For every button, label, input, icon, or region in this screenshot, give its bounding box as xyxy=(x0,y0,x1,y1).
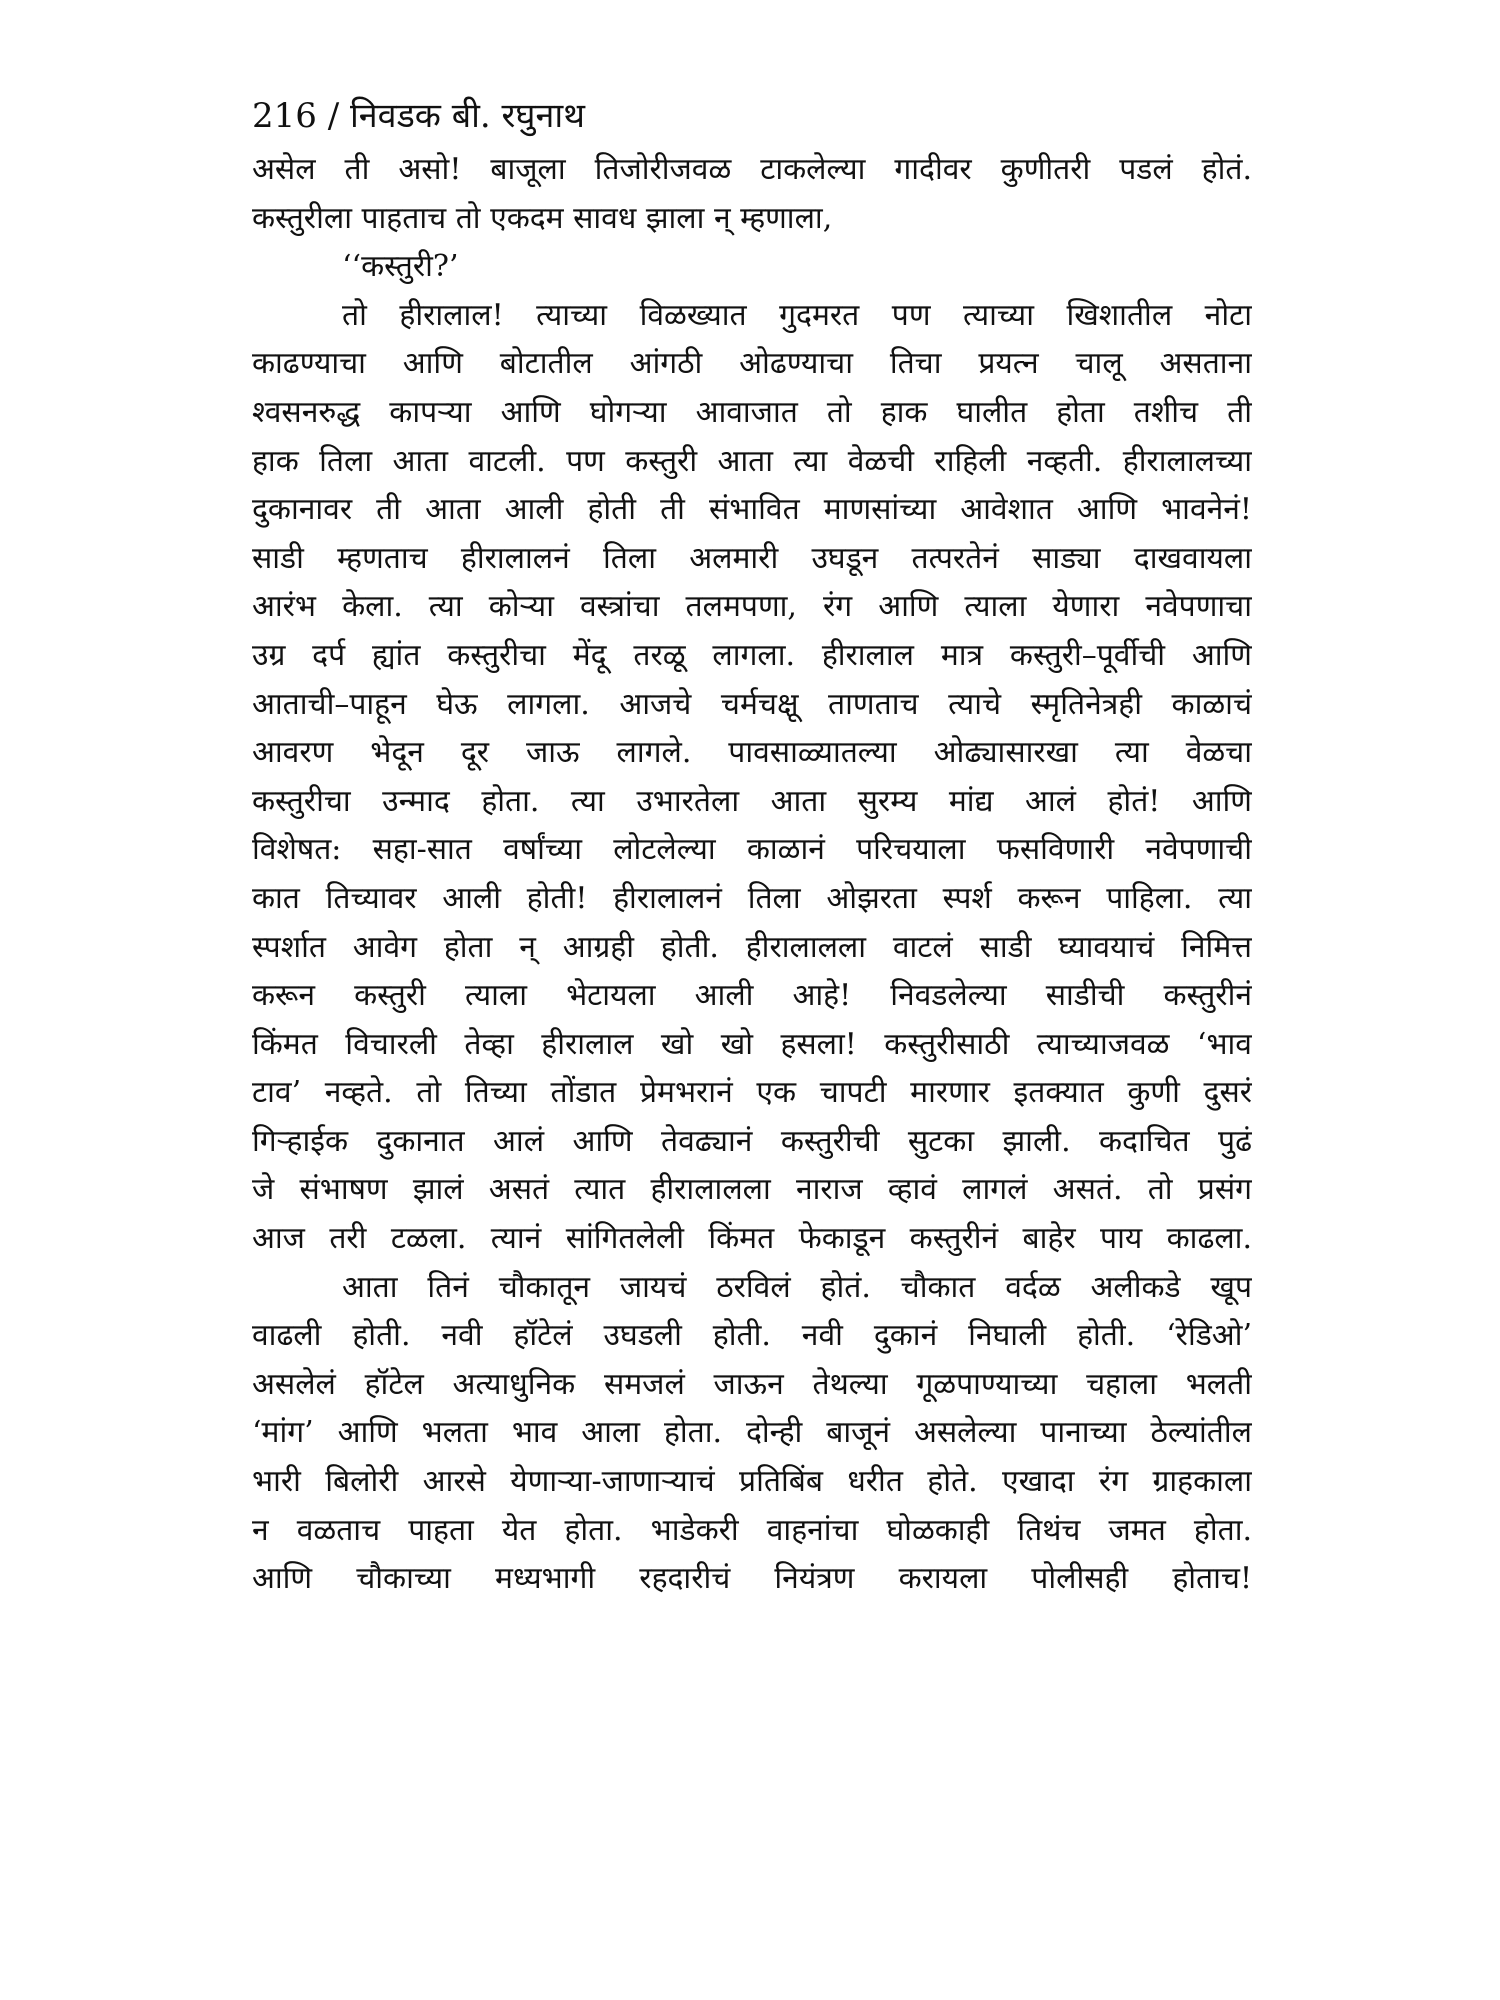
text-line: असेल ती असो! बाजूला तिजोरीजवळ टाकलेल्या गादीवर कुणीतरी पडलं होतं. xyxy=(252,152,1252,187)
text-line: आता तिनं चौकातून जायचं ठरविलं होतं. चौकात वर्दळ अलीकडे खूप xyxy=(342,1269,1252,1305)
text-line: श्वसनरुद्ध कापऱ्या आणि घोगऱ्या आवाजात तो हाक घालीत होता तशीच ती xyxy=(252,394,1252,430)
text-line: काढण्याचा आणि बोटातील आंगठी ओढण्याचा तिचा प्रयत्न चालू असताना xyxy=(252,346,1252,382)
text-line: वाढली होती. नवी हॉटेलं उघडली होती. नवी दुकानं निघाली होती. ‘रेडिओ’ xyxy=(252,1318,1252,1354)
text-line: भारी बिलोरी आरसे येणाऱ्या-जाणाऱ्याचं प्रतिबिंब धरीत होते. एखादा रंग ग्राहकाला xyxy=(252,1464,1252,1500)
text-line: ‘मांग’ आणि भलता भाव आला होता. दोन्ही बाजूनं असलेल्या पानाच्या ठेल्यांतील xyxy=(252,1415,1252,1451)
text-line: आताची–पाहून घेऊ लागला. आजचे चर्मचक्षू ताणताच त्याचे स्मृतिनेत्रही काळाचं xyxy=(252,686,1252,722)
running-header xyxy=(252,92,585,140)
page-number: 216 xyxy=(252,96,317,136)
text-line: कस्तुरीचा उन्माद होता. त्या उभारतेला आता सुरम्य मांद्य आलं होतं! आणि xyxy=(252,783,1252,819)
text-line: दुकानावर ती आता आली होती ती संभावित माणसांच्या आवेशात आणि भावनेनं! xyxy=(252,492,1252,528)
text-line: आरंभ केला. त्या कोऱ्या वस्त्रांचा तलमपणा, रंग आणि त्याला येणारा नवेपणाचा xyxy=(252,589,1252,625)
text-line: स्पर्शात आवेग होता न् आग्रही होती. हीरालालला वाटलं साडी घ्यावयाचं निमित्त xyxy=(252,929,1252,965)
body-text xyxy=(252,146,1252,1604)
text-line: कात तिच्यावर आली होती! हीरालालनं तिला ओझरता स्पर्श करून पाहिला. त्या xyxy=(252,880,1252,916)
text-line: उग्र दर्प ह्यांत कस्तुरीचा मेंदू तरळू लागला. हीरालाल मात्र कस्तुरी–पूर्वीची आणि xyxy=(252,637,1252,673)
text-line: विशेषत: सहा-सात वर्षांच्या लोटलेल्या काळानं परिचयाला फसविणारी नवेपणाची xyxy=(252,832,1252,868)
text-line: कस्तुरीला पाहताच तो एकदम सावध झाला न् म्हणाला, xyxy=(252,200,833,236)
text-line: जे संभाषण झालं असतं त्यात हीरालालला नाराज व्हावं लागलं असतं. तो प्रसंग xyxy=(252,1172,1252,1208)
text-line: आणि चौकाच्या मध्यभागी रहदारीचं नियंत्रण करायला पोलीसही होताच! xyxy=(252,1561,1252,1597)
text-line: आवरण भेदून दूर जाऊ लागले. पावसाळ्यातल्या ओढ्यासारखा त्या वेळचा xyxy=(252,735,1252,771)
running-title: निवडक बी. रघुनाथ xyxy=(350,96,585,136)
text-line: टाव’ नव्हते. तो तिच्या तोंडात प्रेमभरानं एक चापटी मारणार इतक्यात कुणी दुसरं xyxy=(252,1075,1252,1111)
text-line: गिऱ्हाईक दुकानात आलं आणि तेवढ्यानं कस्तुरीची सुटका झाली. कदाचित पुढं xyxy=(252,1123,1252,1159)
text-line: ‘‘कस्तुरी?’ xyxy=(342,249,459,285)
text-line: हाक तिला आता वाटली. पण कस्तुरी आता त्या वेळची राहिली नव्हती. हीरालालच्या xyxy=(252,443,1252,479)
header-separator: / xyxy=(327,96,340,136)
text-line: असलेलं हॉटेल अत्याधुनिक समजलं जाऊन तेथल्या गूळपाण्याच्या चहाला भलती xyxy=(252,1366,1252,1402)
text-line: किंमत विचारली तेव्हा हीरालाल खो खो हसला! कस्तुरीसाठी त्याच्याजवळ ‘भाव xyxy=(252,1026,1252,1062)
text-line: साडी म्हणताच हीरालालनं तिला अलमारी उघडून तत्परतेनं साड्या दाखवायला xyxy=(252,540,1252,576)
text-line: तो हीरालाल! त्याच्या विळख्यात गुदमरत पण त्याच्या खिशातील नोटा xyxy=(342,297,1252,333)
text-line: न वळताच पाहता येत होता. भाडेकरी वाहनांचा घोळकाही तिथंच जमत होता. xyxy=(252,1512,1252,1548)
text-line: आज तरी टळला. त्यानं सांगितलेली किंमत फेकाडून कस्तुरीनं बाहेर पाय काढला. xyxy=(252,1221,1252,1257)
text-line: करून कस्तुरी त्याला भेटायला आली आहे! निवडलेल्या साडीची कस्तुरीनं xyxy=(252,978,1252,1014)
